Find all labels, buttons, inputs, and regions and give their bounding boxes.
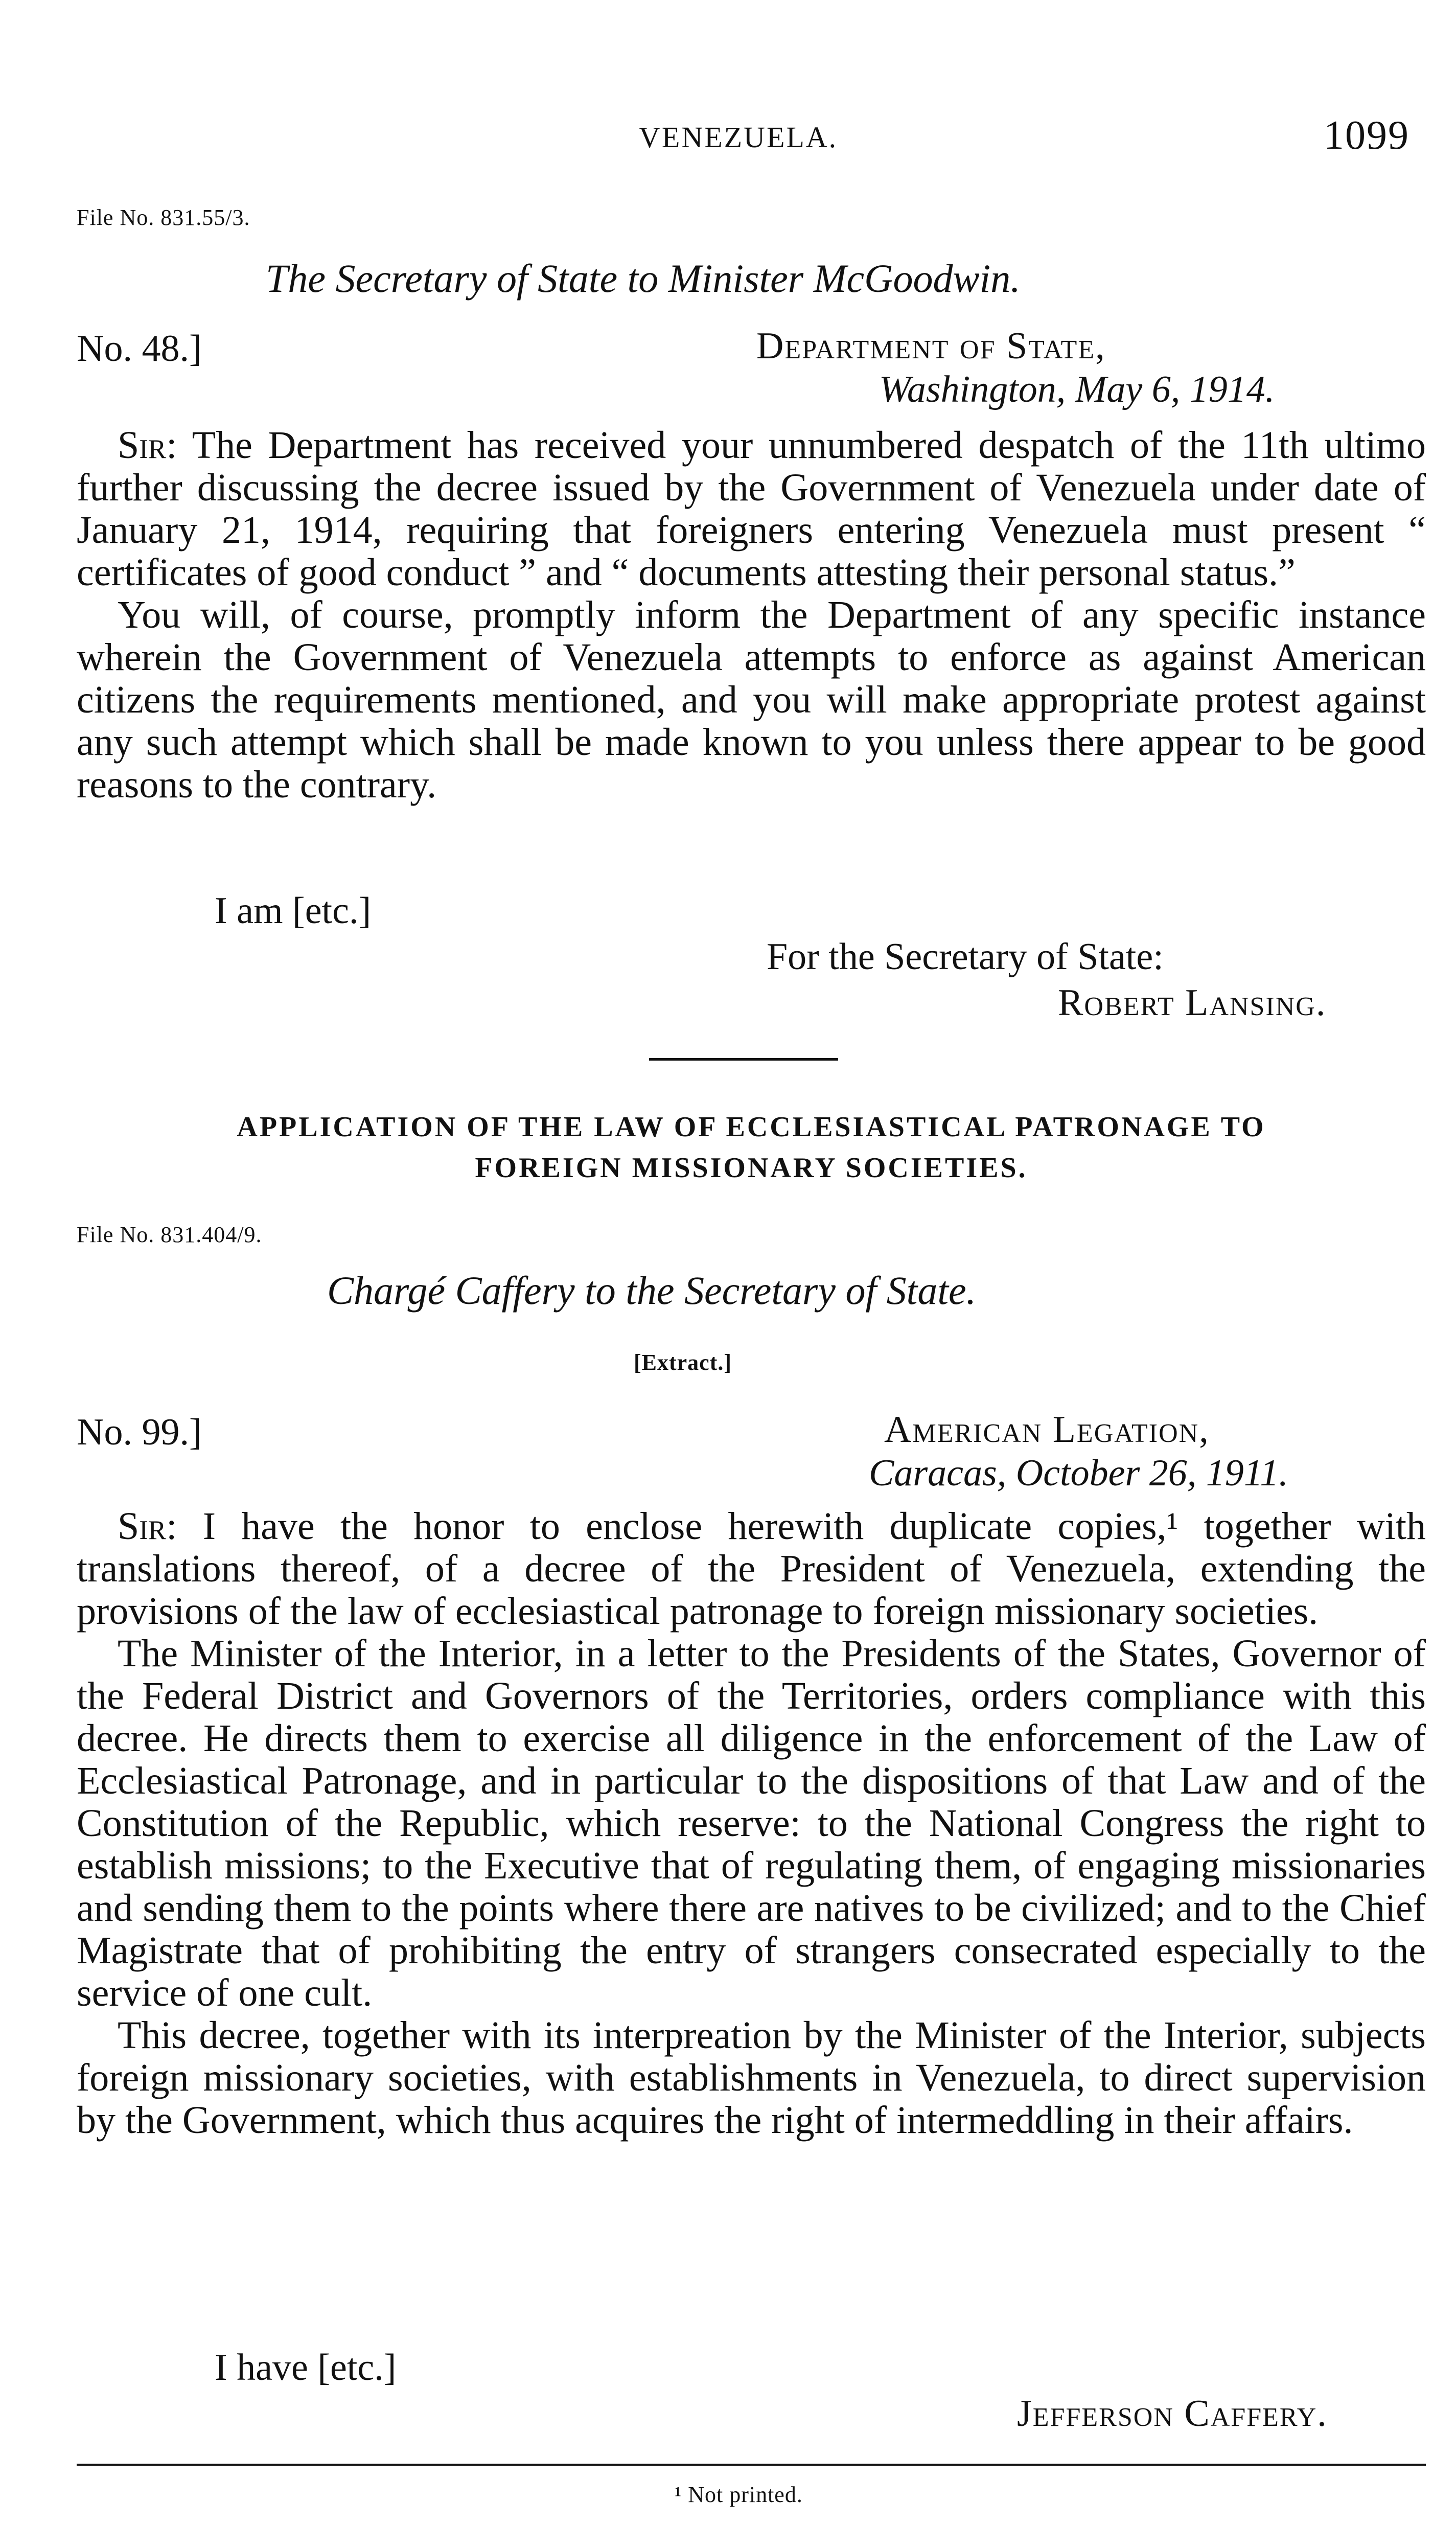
page-number: 1099 <box>1324 113 1409 158</box>
paragraph-text: I have the honor to enclose herewith duplicate copies,¹ together with translations thereof, of a decree of the President of Venezuela, extending the provisions of the law of ecclesiastical patronage to foreign missionary societies. <box>77 1505 1426 1633</box>
paragraph-text: You will, of course, promptly inform the Department of any specific instance wherein the Government of Venezuela attempts to enforce as against American citizens the requirements mentioned, and you will make appropriate protest against any such attempt which shall be made known to you unless there appear to be good reasons to the contrary. <box>77 593 1426 806</box>
closing: I am [etc.] <box>215 890 372 932</box>
extract-note: [Extract.] <box>634 1350 732 1375</box>
footnote: ¹ Not printed. <box>675 2482 803 2507</box>
letter-body <box>77 424 1426 806</box>
body-paragraph <box>77 1633 1426 2014</box>
document-title: Chargé Caffery to the Secretary of State. <box>327 1268 977 1313</box>
despatch-number: No. 48.] <box>77 328 202 370</box>
signature: Robert Lansing. <box>1058 982 1327 1024</box>
sender-legation: American Legation, <box>884 1409 1210 1451</box>
running-header: VENEZUELA. <box>639 121 838 154</box>
file-number: File No. 831.55/3. <box>77 205 250 230</box>
file-number: File No. 831.404/9. <box>77 1222 262 1247</box>
body-paragraph <box>77 424 1426 594</box>
separator-rule <box>649 1058 838 1061</box>
salutation: Sir: <box>118 1505 177 1548</box>
document-page <box>77 0 1426 2548</box>
section-heading-line: APPLICATION OF THE LAW OF ECCLESIASTICAL PATRONAGE TO <box>237 1111 1266 1143</box>
body-paragraph <box>77 1505 1426 1633</box>
sender-department: Department of State, <box>756 325 1106 367</box>
paragraph-text: The Department has received your unnumbered despatch of the 11th ultimo further discussing the decree issued by the Government of Venezuela under date of January 21, 1914, requiring that foreigners entering Venezuela must present “ certificates of good conduct ” and “ documents attesting their personal status.” <box>77 424 1426 594</box>
for-line: For the Secretary of State: <box>767 936 1164 978</box>
signature: Jefferson Caffery. <box>1017 2393 1328 2435</box>
section-heading <box>77 1107 1426 1188</box>
despatch-number: No. 99.] <box>77 1411 202 1453</box>
section-heading-line: FOREIGN MISSIONARY SOCIETIES. <box>475 1152 1028 1184</box>
place-date: Washington, May 6, 1914. <box>879 369 1275 410</box>
body-paragraph <box>77 594 1426 806</box>
closing: I have [etc.] <box>215 2347 397 2389</box>
paragraph-text: This decree, together with its interpreation by the Minister of the Interior, subjects foreign missionary societies, with establishments in Venezuela, to direct supervision by the Government, which thus acquires the right of intermeddling in their affairs. <box>77 2014 1426 2142</box>
body-paragraph <box>77 2014 1426 2142</box>
footnote-rule <box>77 2464 1426 2466</box>
paragraph-text: The Minister of the Interior, in a letter to the Presidents of the States, Governor of the Federal District and Governors of the Territories, orders compliance with this decree. He directs them to exercise all diligence in the enforcement of the Law of Ecclesiastical Patronage, and in particular to the dispositions of that Law and of the Constitution of the Republic, which reserve: to the National Congress the right to establish missions; to the Executive that of regulating them, of engaging missionaries and sending them to the points where there are natives to be civilized; and to the Chief Magistrate that of prohibiting the entry of strangers consecrated especially to the service of one cult. <box>77 1632 1426 2014</box>
salutation: Sir: <box>118 424 177 467</box>
letter-body <box>77 1505 1426 2142</box>
place-date: Caracas, October 26, 1911. <box>869 1452 1288 1494</box>
document-title: The Secretary of State to Minister McGoodwin. <box>266 256 1021 301</box>
